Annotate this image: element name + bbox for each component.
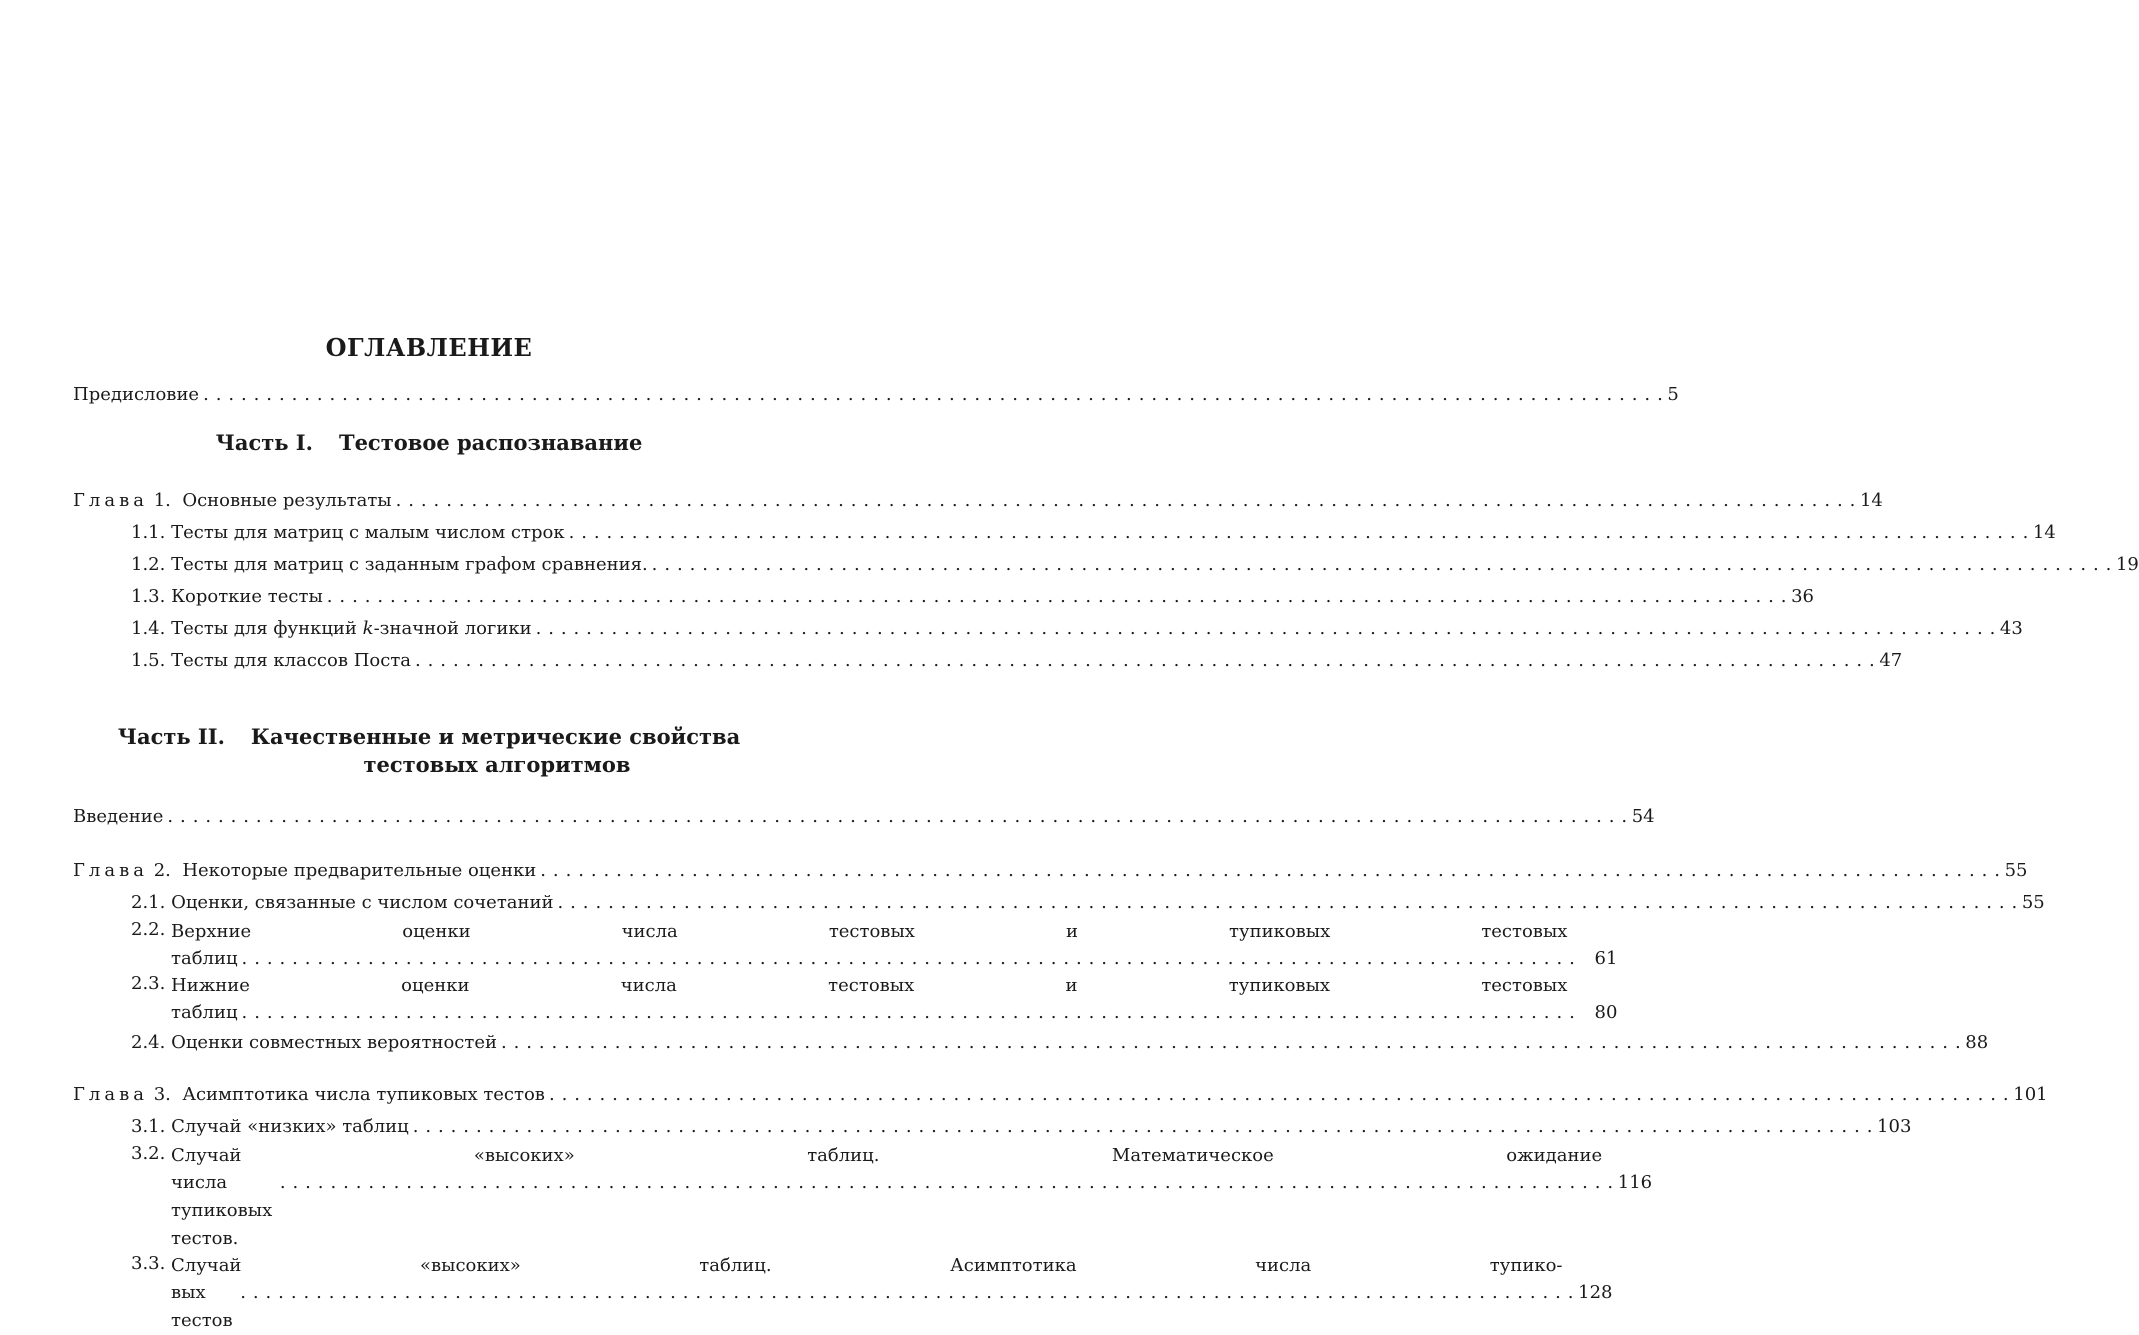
- section-title-line-2: таблиц: [171, 948, 238, 969]
- section-number: 1.1.: [131, 522, 166, 543]
- part-number: Часть I.: [215, 430, 313, 455]
- toc-entry-section-3-1[interactable]: [73, 1111, 1912, 1143]
- section-title-line-2: таблиц: [171, 1002, 238, 1023]
- section-title-start: Тесты для функций: [171, 618, 363, 639]
- entry-page: 5: [1667, 384, 1679, 405]
- toc-entry-section-3-3[interactable]: [73, 1253, 1613, 1335]
- entry-page: 14: [1859, 490, 1883, 511]
- part-title-line-1: Качественные и метрические свойства: [250, 724, 741, 749]
- section-title-line-2: числа тупиковых тестов.: [171, 1172, 273, 1249]
- section-title: Тесты для матриц с малым числом строк: [171, 522, 565, 543]
- toc-entry-section-1-3[interactable]: [73, 581, 1814, 613]
- part-number: Часть II.: [117, 724, 225, 749]
- section-number: 2.1.: [131, 892, 166, 913]
- leader-dots: [549, 1079, 2009, 1111]
- section-number: 1.2.: [131, 554, 166, 575]
- toc-entry-chapter-2[interactable]: [73, 855, 2028, 887]
- entry-page: 55: [2021, 892, 2045, 913]
- section-title: Тесты для классов Поста: [171, 650, 412, 671]
- section-title-line-1: Нижние оценки числа тестовых и тупиковых тестовых: [171, 975, 1568, 996]
- toc-entry-section-2-3[interactable]: [73, 973, 1618, 1027]
- entry-label: Введение: [73, 806, 164, 827]
- leader-dots: [203, 379, 1663, 411]
- section-number: 2.3.: [131, 973, 166, 994]
- entry-page: 101: [2013, 1084, 2048, 1105]
- section-number: 1.5.: [131, 650, 166, 671]
- section-number: 3.3.: [131, 1253, 166, 1274]
- entry-page: 55: [2004, 860, 2028, 881]
- chapter-number: 3.: [153, 1084, 171, 1105]
- leader-dots: [167, 801, 1627, 833]
- leader-dots: [413, 1111, 1873, 1143]
- leader-dots: [327, 581, 1787, 613]
- chapter-title: Основные результаты: [182, 490, 392, 511]
- toc-entry-section-2-2[interactable]: [73, 919, 1618, 973]
- table-of-contents: [73, 333, 2139, 1335]
- entry-page: 19: [2115, 554, 2139, 575]
- section-number: 1.3.: [131, 586, 166, 607]
- leader-dots: [396, 485, 1856, 517]
- entry-page: 128: [1578, 1282, 1613, 1303]
- toc-entry-section-1-1[interactable]: [73, 517, 2056, 549]
- part-title: Тестовое распознавание: [338, 430, 643, 455]
- section-title-line-1: Верхние оценки числа тестовых и тупиковых тестовых: [171, 921, 1568, 942]
- chapter-title: Асимптотика числа тупиковых тестов: [182, 1084, 545, 1105]
- entry-page: 43: [1999, 618, 2023, 639]
- leader-dots: [240, 1279, 1574, 1307]
- toc-title: ОГЛАВЛЕНИЕ: [325, 333, 533, 362]
- leader-dots: [536, 613, 1996, 645]
- section-number: 3.2.: [131, 1143, 166, 1164]
- section-title-line-2: вых тестов: [171, 1282, 233, 1331]
- toc-entry-section-1-2[interactable]: [73, 549, 2139, 581]
- section-title-end: -значной логики: [373, 618, 532, 639]
- section-number: 2.4.: [131, 1032, 166, 1053]
- leader-dots: [558, 887, 2018, 919]
- leader-dots: [652, 549, 2112, 581]
- leader-dots: [242, 945, 1576, 973]
- chapter-word: Глава: [73, 490, 148, 511]
- section-title-variable: k: [362, 618, 374, 639]
- entry-page: 36: [1791, 586, 1814, 607]
- section-number: 2.2.: [131, 919, 166, 940]
- entry-page: 47: [1879, 650, 1903, 671]
- entry-label: Предисловие: [73, 384, 200, 405]
- leader-dots: [569, 517, 2029, 549]
- toc-entry-section-1-5[interactable]: [73, 645, 1903, 677]
- toc-entry-chapter-1[interactable]: [73, 485, 1883, 517]
- section-title: Короткие тесты: [171, 586, 323, 607]
- section-title-line-1: Случай «высоких» таблиц. Математическое ожидание: [171, 1145, 1603, 1166]
- part-title-line-2: тестовых алгоритмов: [363, 752, 631, 777]
- toc-entry-section-2-1[interactable]: [73, 887, 2045, 919]
- chapter-word: Глава: [73, 860, 148, 881]
- entry-page: 80: [1594, 1002, 1618, 1023]
- section-title: Оценки, связанные с числом сочетаний: [171, 892, 554, 913]
- toc-entry-preface[interactable]: [73, 379, 1679, 411]
- section-title: Оценки совместных вероятностей: [171, 1032, 497, 1053]
- toc-entry-section-1-4[interactable]: [73, 613, 2023, 645]
- leader-dots: [415, 645, 1875, 677]
- section-title: Случай «низких» таблиц: [171, 1116, 409, 1137]
- leader-dots: [540, 855, 2000, 887]
- leader-dots: [280, 1169, 1614, 1197]
- section-title: Тесты для матриц с заданным графом сравнения.: [171, 554, 648, 575]
- chapter-number: 2.: [153, 860, 171, 881]
- toc-entry-section-2-4[interactable]: [73, 1027, 1989, 1059]
- chapter-title: Некоторые предварительные оценки: [182, 860, 537, 881]
- toc-entry-section-3-2[interactable]: [73, 1143, 1653, 1253]
- part-1-heading: [73, 429, 785, 457]
- leader-dots: [501, 1027, 1961, 1059]
- toc-entry-chapter-3[interactable]: [73, 1079, 2048, 1111]
- section-title-line-1: Случай «высоких» таблиц. Асимптотика числа тупико-: [171, 1255, 1563, 1276]
- entry-page: 14: [2032, 522, 2056, 543]
- chapter-number: 1.: [153, 490, 171, 511]
- part-2-heading: [73, 723, 785, 779]
- entry-page: 54: [1631, 806, 1655, 827]
- leader-dots: [242, 999, 1576, 1027]
- section-number: 3.1.: [131, 1116, 166, 1137]
- chapter-word: Глава: [73, 1084, 148, 1105]
- entry-page: 61: [1594, 948, 1618, 969]
- entry-page: 88: [1965, 1032, 1989, 1053]
- entry-page: 116: [1617, 1172, 1653, 1193]
- entry-page: 103: [1877, 1116, 1912, 1137]
- toc-entry-introduction[interactable]: [73, 801, 1655, 833]
- section-number: 1.4.: [131, 618, 166, 639]
